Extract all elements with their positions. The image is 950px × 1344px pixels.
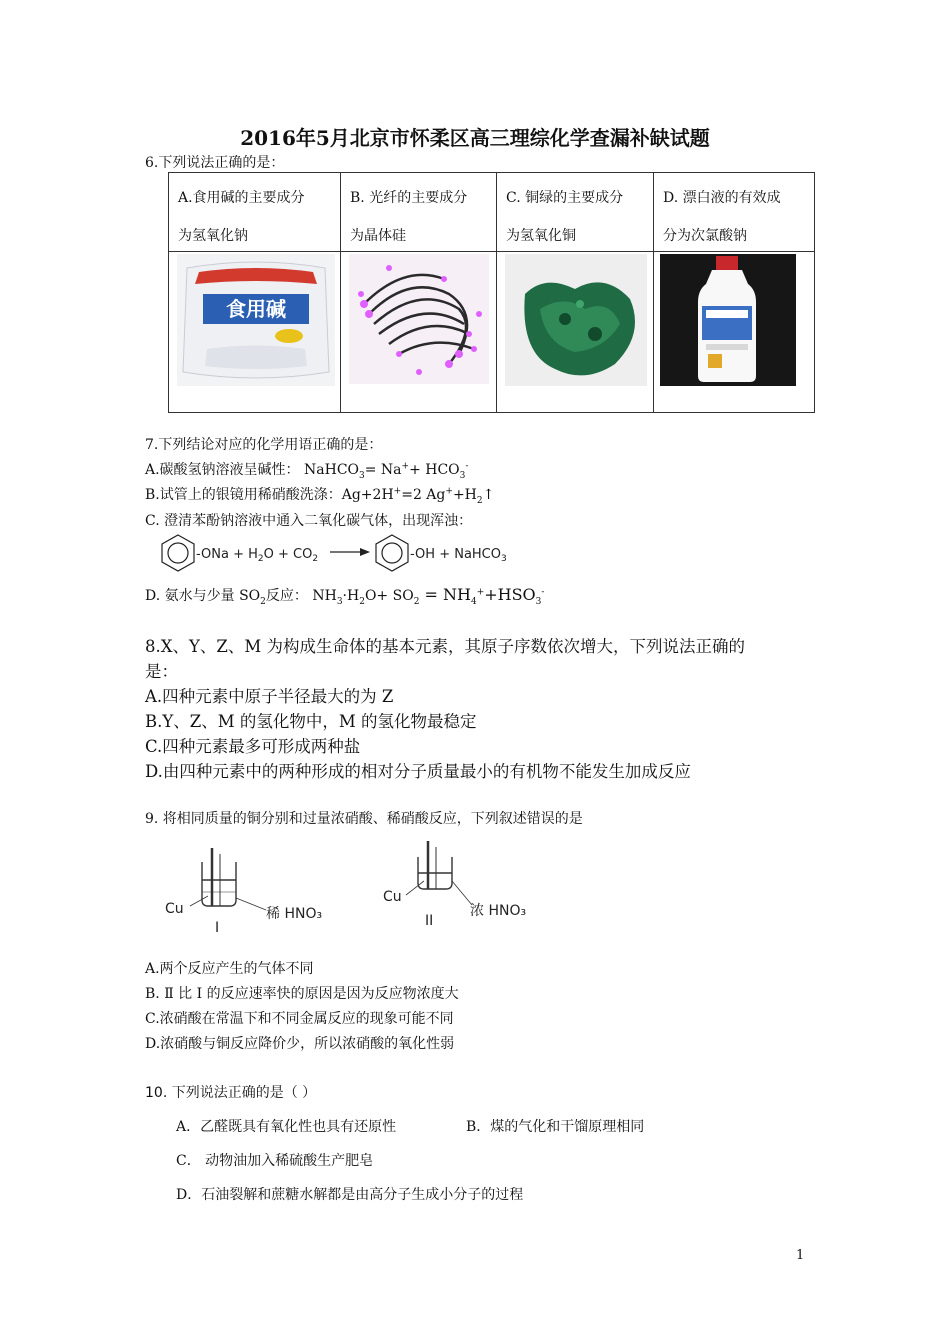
q6-option-d-line1: D. 漂白液的有效成 [663,190,781,206]
q8-stem-line1: 8.X、Y、Z、M 为构成生命体的基本元素，其原子序数依次增大，下列说法正确的 [145,637,745,656]
q6-option-c [497,173,654,252]
q8-option-b: B.Y、Z、M 的氢化物中，M 的氢化物最稳定 [145,712,477,731]
q10-option-c: C． 动物油加入稀硫酸生产肥皂 [176,1153,374,1169]
q10-stem: 10. 下列说法正确的是（ ） [145,1085,317,1101]
fig2-metal-label: Cu [383,889,402,905]
food-alkali-bag-image [177,254,335,386]
q8-option-c: C.四种元素最多可形成两种盐 [145,737,361,756]
reaction-arrow-icon [330,548,370,556]
equation-left: $-ONa + H_2O + CO_2$ [196,547,319,564]
q7-stem: 7.下列结论对应的化学用语正确的是： [145,437,383,453]
q9-option-b: B. Ⅱ 比 Ⅰ 的反应速率快的原因是因为反应物浓度大 [145,986,459,1002]
fig2-acid-label: 浓 HNO₃ [470,903,527,919]
q8-option-d: D.由四种元素中的两种形成的相对分子质量最小的有机物不能发生加成反应 [145,762,691,781]
benzene-ring-left-icon [162,535,194,571]
optical-fiber-image [349,254,489,384]
q6-option-c-line2: 为氢氧化铜 [506,228,576,244]
q6-option-b-line2: 为晶体硅 [350,228,406,244]
q6-option-b-line1: B. 光纤的主要成分 [350,190,468,206]
q7-option-d: D. 氨水与少量 $SO_2$反应： $NH_3\cdot H_2O+ SO_2 = NH_4^++HSO_3^-$ [145,585,545,607]
fig1-metal-label: Cu [165,901,184,917]
q10-option-b: B．煤的气化和干馏原理相同 [466,1119,645,1135]
q7-option-c: C. 澄清苯酚钠溶液中通入二氧化碳气体，出现浑浊： [145,513,473,529]
q6-option-a-line2: 为氢氧化钠 [178,228,248,244]
fig1-acid-label: 稀 HNO₃ [266,906,323,922]
q9-option-a: A.两个反应产生的气体不同 [145,961,314,977]
q10-option-a: A．乙醛既具有氧化性也具有还原性 [176,1119,397,1135]
page-number: 1 [796,1248,805,1263]
fig1-roman: I [215,920,220,935]
q7-option-a: A.碳酸氢钠溶液呈碱性： NaHCO$_3$= $Na^++ HCO_3^-$ [145,461,469,481]
q8-option-a: A.四种元素中原子半径最大的为 Z [145,687,394,706]
beaker-concentrated-diagram [380,835,560,930]
copper-green-mineral-image [505,254,647,386]
q9-option-c: C.浓硝酸在常温下和不同金属反应的现象可能不同 [145,1011,454,1027]
q9-option-d: D.浓硝酸与铜反应降价少，所以浓硝酸的氧化性弱 [145,1036,455,1052]
q6-option-d [654,173,815,252]
q6-options-table [168,172,815,413]
q6-option-a-line1: A.食用碱的主要成分 [178,190,305,206]
q6-option-a [169,173,341,252]
q8-stem-line2: 是： [145,662,178,681]
phenol-equation [160,533,520,573]
beaker-dilute-diagram [160,840,340,935]
benzene-ring-right-icon [376,535,408,571]
bag-label: 食用碱 [226,297,286,321]
fig2-roman: II [425,913,434,929]
bleach-bottle-image [660,254,796,386]
q10-option-d: D．石油裂解和蔗糖水解都是由高分子生成小分子的过程 [176,1187,524,1203]
page-title: 2016年5月北京市怀柔区高三理综化学查漏补缺试题 [240,126,710,150]
q6-stem: 6.下列说法正确的是： [145,155,285,171]
q7-option-b: B.试管上的银镜用稀硝酸洗涤：Ag+2H+=2 $Ag^++H_2↑$ [145,486,495,506]
q6-option-d-line2: 分为次氯酸钠 [663,228,747,244]
q6-option-c-line1: C. 铜绿的主要成分 [506,190,624,206]
q6-option-b [341,173,497,252]
equation-right: -OH + NaHCO$_3$ [410,547,507,564]
q9-stem: 9. 将相同质量的铜分别和过量浓硝酸、稀硝酸反应，下列叙述错误的是 [145,811,583,827]
